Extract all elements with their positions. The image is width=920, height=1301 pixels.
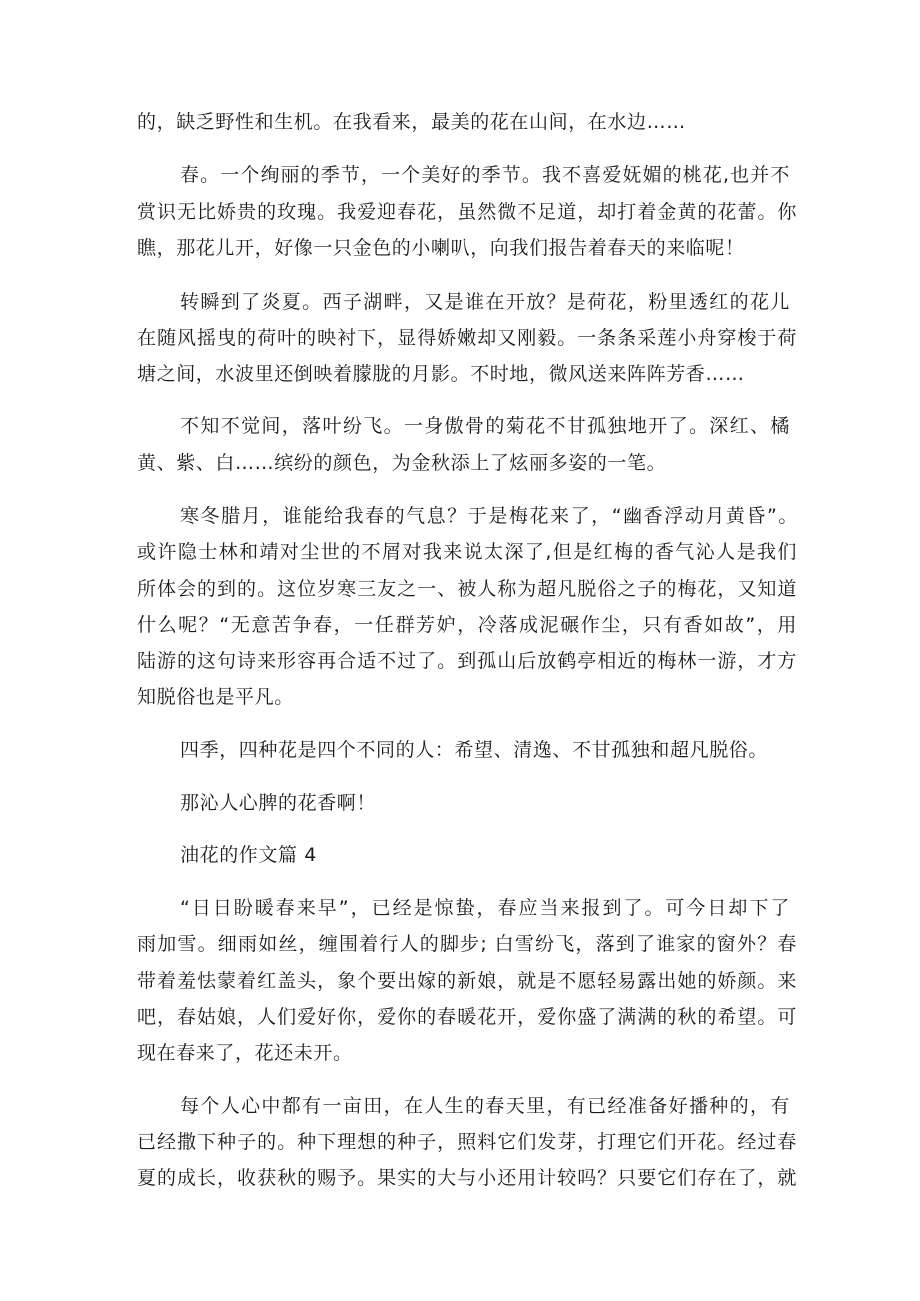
text-line: “日日盼暖春来早”，已经是惊蛰，春应当来报到了。可今日却下了 [180, 897, 790, 919]
text-line: 陆游的这句诗来形容再合适不过了。到孤山后放鹤亭相近的梅林一游，才方 [137, 650, 797, 672]
text-line: 黄、紫、白……缤纷的颜色，为金秋添上了炫丽多姿的一笔。 [137, 452, 667, 474]
text-line: 赏识无比娇贵的玫瑰。我爱迎春花，虽然微不足道，却打着金黄的花蕾。你 [137, 201, 797, 223]
text-line: 所体会的到的。这位岁寒三友之一、被人称为超凡脱俗之子的梅花，又知道 [137, 578, 797, 600]
text-line: 春。一个绚丽的季节，一个美好的季节。我不喜爱妩媚的桃花,也并不 [180, 164, 790, 186]
text-line: 那沁人心脾的花香啊！ [180, 792, 377, 814]
section-heading: 油花的作文篇 4 [180, 844, 317, 866]
text-line: 雨加雪。细雨如丝，缠围着行人的脚步; 白雪纷飞，落到了谁家的窗外？春 [137, 933, 797, 955]
text-line: 塘之间，水波里还倒映着朦胧的月影。不时地，微风送来阵阵芳香…… [137, 363, 745, 385]
text-line: 带着羞怯蒙着红盖头，象个要出嫁的新娘，就是不愿轻易露出她的娇颜。来 [137, 970, 797, 992]
text-line: 寒冬腊月，谁能给我春的气息？于是梅花来了，“幽香浮动月黄昏”。 [180, 505, 798, 527]
text-line: 不知不觉间，落叶纷飞。一身傲骨的菊花不甘孤独地开了。深红、橘 [180, 415, 790, 437]
text-line: 在随风摇曳的荷叶的映衬下，显得娇嫩却又刚毅。一条条采莲小舟穿梭于荷 [137, 327, 797, 349]
text-line: 知脱俗也是平凡。 [137, 686, 294, 708]
text-line: 已经撒下种子的。种下理想的种子，照料它们发芽，打理它们开花。经过春 [137, 1131, 797, 1153]
text-line: 瞧，那花儿开，好像一只金色的小喇叭，向我们报告着春天的来临呢！ [137, 237, 745, 259]
text-line: 转瞬到了炎夏。西子湖畔，又是谁在开放？是荷花，粉里透红的花儿 [180, 291, 790, 313]
text-line: 的，缺乏野性和生机。在我看来，最美的花在山间，在水边…… [137, 111, 686, 133]
text-line: 或许隐士林和靖对尘世的不屑对我来说太深了,但是红梅的香气沁人是我们 [137, 541, 797, 563]
text-line: 四季，四种花是四个不同的人：希望、清逸、不甘孤独和超凡脱俗。 [180, 739, 769, 761]
text-line: 每个人心中都有一亩田，在人生的春天里，有已经准备好播种的，有 [180, 1095, 790, 1117]
text-line: 什么呢？“无意苦争春，一任群芳妒，冷落成泥碾作尘，只有香如故”，用 [137, 614, 797, 636]
text-line: 吧，春姑娘，人们爱好你，爱你的春暖花开，爱你盛了满满的秋的希望。可 [137, 1006, 797, 1028]
text-line: 现在春来了，花还未开。 [137, 1042, 353, 1064]
text-line: 夏的成长，收获秋的赐予。果实的大与小还用计较吗？只要它们存在了，就 [137, 1167, 797, 1189]
